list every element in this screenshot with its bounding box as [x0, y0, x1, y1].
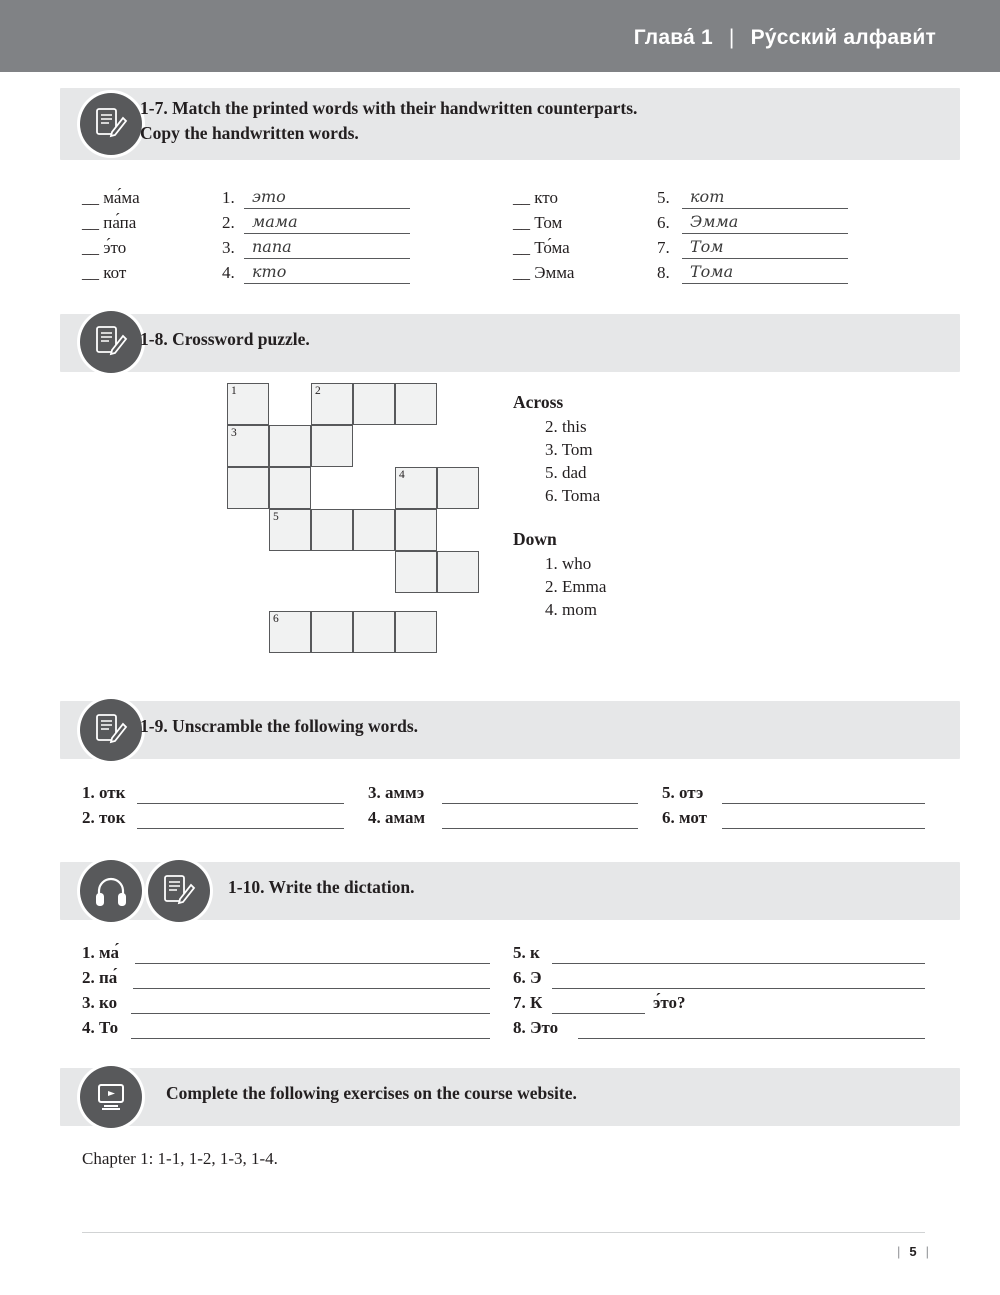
handwritten-word: это — [252, 187, 286, 206]
list-item: __ То́ма — [513, 238, 570, 257]
header-chapter-title: Ру́сский алфави́т — [750, 26, 936, 49]
crossword-down-clue: 4. mom — [545, 600, 597, 619]
crossword-across-clue: 3. Tom — [545, 440, 593, 459]
crossword-cell[interactable] — [227, 383, 269, 425]
crossword-down-label: Down — [513, 529, 557, 549]
exercise-1-9-heading: 1-9. Unscramble the following words. — [140, 716, 419, 736]
crossword-cell[interactable] — [395, 383, 437, 425]
answer-line[interactable] — [135, 963, 490, 964]
write-icon-glyph — [92, 711, 130, 749]
answer-line[interactable] — [552, 1013, 645, 1014]
answer-line[interactable] — [722, 803, 925, 804]
crossword-number: 4 — [399, 469, 405, 481]
headphones-icon-glyph — [92, 872, 130, 910]
answer-line[interactable] — [682, 208, 848, 209]
dictation-tail: э́то? — [653, 993, 686, 1012]
write-icon — [80, 311, 142, 373]
exercise-1-7-heading-line1: 1-7. Match the printed words with their handwritten counterparts. — [140, 98, 638, 118]
list-item: __ Эмма — [513, 263, 575, 282]
write-icon — [80, 699, 142, 761]
footer-bar-left: | — [896, 1244, 901, 1259]
write-icon-glyph — [160, 872, 198, 910]
crossword-cell[interactable] — [227, 425, 269, 467]
crossword-cell[interactable] — [437, 467, 479, 509]
crossword-gap — [269, 383, 311, 425]
list-number: 8. — [657, 263, 670, 282]
list-number: 3. ко — [82, 993, 118, 1012]
write-icon — [148, 860, 210, 922]
footer-divider — [82, 1232, 925, 1233]
handwritten-word: Тома — [690, 262, 734, 281]
answer-line[interactable] — [682, 233, 848, 234]
answer-line[interactable] — [552, 963, 925, 964]
exercise-1-7-heading — [140, 96, 637, 146]
list-number: 6. Э — [513, 968, 542, 987]
handwritten-word: кто — [252, 262, 287, 281]
crossword-cell[interactable] — [395, 551, 437, 593]
crossword-cell[interactable] — [269, 425, 311, 467]
write-icon-glyph — [92, 323, 130, 361]
list-number: 2. — [222, 213, 235, 232]
crossword-down-clue: 2. Emma — [545, 577, 607, 596]
answer-line[interactable] — [244, 283, 410, 284]
crossword-cell[interactable] — [353, 509, 395, 551]
exercise-1-10-heading: 1-10. Write the dictation. — [228, 877, 415, 897]
crossword-cell[interactable] — [227, 467, 269, 509]
computer-icon — [80, 1066, 142, 1128]
crossword-cell[interactable] — [269, 467, 311, 509]
list-number: 4. — [222, 263, 235, 282]
crossword-cell[interactable] — [311, 383, 353, 425]
answer-line[interactable] — [682, 258, 848, 259]
answer-line[interactable] — [137, 803, 344, 804]
list-item: __ ма́ма — [82, 188, 140, 207]
headphones-icon — [80, 860, 142, 922]
answer-line[interactable] — [244, 208, 410, 209]
crossword-cell[interactable] — [353, 383, 395, 425]
list-number: 2. ток — [82, 808, 126, 827]
answer-line[interactable] — [682, 283, 848, 284]
list-number: 6. мот — [662, 808, 707, 827]
handwritten-word: кот — [690, 187, 725, 206]
website-heading: Complete the following exercises on the course website. — [166, 1083, 577, 1103]
list-number: 1. — [222, 188, 235, 207]
list-item: __ па́па — [82, 213, 137, 232]
list-item: __ кот — [82, 263, 127, 282]
answer-line[interactable] — [133, 988, 490, 989]
list-number: 7. К — [513, 993, 543, 1012]
list-number: 6. — [657, 213, 670, 232]
crossword-across-label: Across — [513, 392, 564, 412]
handwritten-word: папа — [252, 237, 292, 256]
crossword-across-clue: 2. this — [545, 417, 587, 436]
answer-line[interactable] — [442, 803, 638, 804]
list-number: 2. па́ — [82, 968, 118, 987]
crossword-cell[interactable] — [437, 551, 479, 593]
list-number: 1. отк — [82, 783, 126, 802]
answer-line[interactable] — [244, 233, 410, 234]
crossword-cell[interactable] — [353, 611, 395, 653]
exercise-1-7-heading-line2: Copy the handwritten words. — [140, 123, 359, 143]
list-number: 1. ма́ — [82, 943, 119, 962]
page-header-title — [634, 26, 936, 50]
handwritten-word: мама — [252, 212, 298, 231]
list-number: 8. Это — [513, 1018, 559, 1037]
crossword-across-clue: 5. dad — [545, 463, 587, 482]
list-item: __ э́то — [82, 238, 127, 257]
write-icon — [80, 93, 142, 155]
exercise-1-8-heading: 1-8. Crossword puzzle. — [140, 329, 310, 349]
header-chapter: Глава́ 1 — [633, 26, 713, 49]
answer-line[interactable] — [722, 828, 925, 829]
list-item: __ кто — [513, 188, 558, 207]
list-item: __ Том — [513, 213, 563, 232]
list-number: 5. — [657, 188, 670, 207]
crossword-cell[interactable] — [269, 611, 311, 653]
list-number: 7. — [657, 238, 670, 257]
website-note: Chapter 1: 1-1, 1-2, 1-3, 1-4. — [82, 1149, 278, 1168]
list-number: 3. аммэ — [368, 783, 425, 802]
crossword-cell[interactable] — [395, 467, 437, 509]
answer-line[interactable] — [552, 988, 925, 989]
crossword-cell[interactable] — [311, 509, 353, 551]
list-number: 5. отэ — [662, 783, 704, 802]
answer-line[interactable] — [131, 1013, 490, 1014]
write-icon-glyph — [92, 105, 130, 143]
list-number: 3. — [222, 238, 235, 257]
crossword-number: 3 — [231, 427, 237, 439]
crossword-cell[interactable] — [395, 509, 437, 551]
crossword-down-clue: 1. who — [545, 554, 592, 573]
list-number: 4. амам — [368, 808, 426, 827]
list-number: 4. То — [82, 1018, 119, 1037]
handwritten-word: Эмма — [690, 212, 739, 231]
crossword-cell[interactable] — [269, 509, 311, 551]
crossword-across-clue: 6. Toma — [545, 486, 601, 505]
crossword-cell[interactable] — [311, 425, 353, 467]
answer-line[interactable] — [244, 258, 410, 259]
answer-line[interactable] — [442, 828, 638, 829]
page-footer — [888, 1244, 938, 1259]
crossword-number: 2 — [315, 385, 321, 397]
header-separator: | — [728, 26, 735, 49]
footer-bar-right: | — [925, 1244, 929, 1259]
crossword-number: 6 — [273, 613, 279, 625]
crossword-number: 1 — [231, 385, 237, 397]
crossword-number: 5 — [273, 511, 279, 523]
handwritten-word: Том — [690, 237, 724, 256]
page-number: 5 — [909, 1244, 917, 1259]
crossword-cell[interactable] — [395, 611, 437, 653]
computer-icon-glyph — [92, 1078, 130, 1116]
crossword-cell[interactable] — [311, 611, 353, 653]
answer-line[interactable] — [131, 1038, 490, 1039]
answer-line[interactable] — [137, 828, 344, 829]
list-number: 5. к — [513, 943, 540, 962]
answer-line[interactable] — [578, 1038, 925, 1039]
